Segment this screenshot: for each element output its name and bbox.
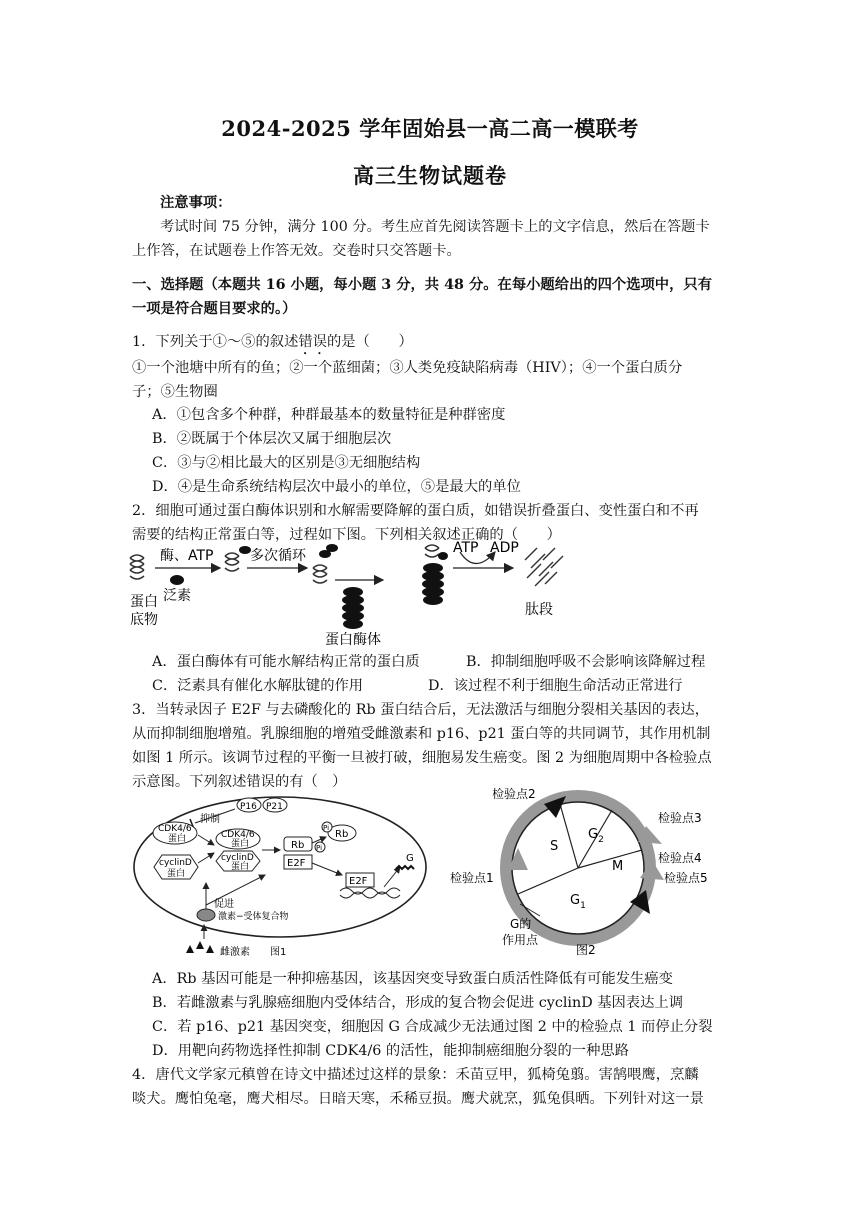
g-arrow bbox=[384, 867, 400, 887]
q1-stem-emphasis: 错误 bbox=[298, 334, 327, 350]
q3-option-b: B．若雌激素与乳腺癌细胞内受体结合，形成的复合物会促进 cyclinD 基因表达上调 bbox=[152, 995, 683, 1011]
rb-label: Rb bbox=[291, 840, 305, 851]
exam-title: 2024-2025 学年固始县一高二高一模联考 bbox=[221, 116, 639, 141]
phase-g2-label: $G_2$ bbox=[588, 827, 604, 845]
q4-stem-1: 4．唐代文学家元稹曾在诗文中描述过这样的景象：禾苗豆甲，狐椅兔翦。害鹄喂鹰，烹麟 bbox=[132, 1067, 699, 1083]
q2-option-a: A．蛋白酶体有可能水解结构正常的蛋白质 bbox=[152, 654, 420, 670]
hormone-receptor-icon bbox=[197, 909, 215, 921]
cdk-label-a: CDK4/6 bbox=[158, 824, 192, 834]
q3-option-d: D．用靶向药物选择性抑制 CDK4/6 的活性，能抑制癌细胞分裂的一种思路 bbox=[152, 1043, 629, 1059]
g-action-label-1: G的 bbox=[510, 917, 532, 931]
cycle-label: 多次循环 bbox=[250, 548, 306, 564]
pi2-label: Pi bbox=[316, 844, 323, 852]
cyc-label-a: cyclinD bbox=[159, 858, 192, 868]
q2-figure-proteasome bbox=[125, 540, 595, 650]
rb2-label: Rb bbox=[335, 829, 349, 840]
q1-items-1: ①一个池塘中所有的鱼；②一个蓝细菌；③人类免疫缺陷病毒（HIV）；④一个蛋白质分 bbox=[132, 360, 683, 376]
exam-subtitle: 高三生物试题卷 bbox=[353, 163, 507, 188]
cyc-label-b: 蛋白 bbox=[167, 869, 186, 879]
q1-stem-a: 1．下列关于①～⑤的叙述 bbox=[132, 334, 299, 350]
g-action-label-2: 作用点 bbox=[502, 933, 539, 947]
notice-line-1: 考试时间 75 分钟，满分 100 分。考生应首先阅读答题卡上的文字信息，然后在答题卡 bbox=[160, 219, 710, 235]
cdk2-label-b: 蛋白 bbox=[231, 839, 250, 849]
p16-label: P16 bbox=[240, 802, 257, 812]
figure-1-label: 图1 bbox=[270, 947, 287, 958]
q2-option-d: D．该过程不利于细胞生命活动正常进行 bbox=[428, 678, 683, 694]
q1-stem-b: 的是（ ） bbox=[326, 334, 413, 350]
proteasome-icon bbox=[342, 587, 364, 629]
q2-stem-2: 需要的结构正常蛋白等，过程如下图。下列相关叙述正确的（ ） bbox=[132, 527, 561, 543]
estrogen-label: 雌激素 bbox=[220, 947, 250, 958]
q1-items-2: 子；⑤生物圈 bbox=[132, 384, 218, 400]
degrading-complex-icon bbox=[422, 545, 448, 605]
inhibit-label: 抑制 bbox=[200, 814, 220, 825]
q2-option-b: B．抑制细胞呼吸不会影响该降解过程 bbox=[466, 654, 706, 670]
q1-option-a: A．①包含多个种群，种群最基本的数量特征是种群密度 bbox=[152, 407, 506, 423]
notice-heading: 注意事项： bbox=[160, 195, 232, 211]
q1-option-b: B．②既属于个体层次又属于细胞层次 bbox=[152, 431, 392, 447]
proteasome-label: 蛋白酶体 bbox=[325, 632, 381, 648]
e2f-label: E2F bbox=[287, 858, 306, 869]
polyubiquitin-icon bbox=[326, 544, 338, 552]
peptide-fragments-icon bbox=[525, 548, 563, 586]
cyc2-label-a: cyclinD bbox=[221, 853, 254, 863]
section-heading-2: 一项是符合题目要求的。） bbox=[132, 301, 297, 317]
combine-arrow-2 bbox=[198, 853, 214, 863]
ubiquitin-label: 泛素 bbox=[163, 588, 191, 604]
q3-stem-2: 从而抑制细胞增殖。乳腺细胞的增殖受雌激素和 p16、p21 蛋白等的共同调节，其作用机制 bbox=[132, 726, 711, 742]
q3-stem-4: 示意图。下列叙述错误的有（ ） bbox=[132, 774, 347, 790]
complex-label: 激素−受体复合物 bbox=[218, 912, 289, 922]
enzyme-atp-label: 酶、ATP bbox=[160, 548, 214, 564]
substrate-label-1: 蛋白 bbox=[130, 594, 158, 610]
q3-stem-3: 如图 1 所示。该调节过程的平衡一旦被打破，细胞易发生癌变。图 2 为细胞周期中各检验点 bbox=[132, 750, 712, 766]
pi1-label: Pi bbox=[323, 824, 330, 832]
p21-label: P21 bbox=[266, 802, 283, 812]
q1-stem bbox=[132, 330, 413, 358]
checkpoint-2-label: 检验点2 bbox=[492, 787, 536, 801]
q1-option-c: C．③与②相比最大的区别是③无细胞结构 bbox=[152, 455, 421, 471]
phase-s-label: S bbox=[550, 839, 559, 854]
q3-option-a: A．Rb 基因可能是一种抑癌基因，该基因突变导致蛋白质活性降低有可能发生癌变 bbox=[152, 971, 673, 987]
q3-figure-2 bbox=[440, 786, 740, 966]
q3-option-c: C．若 p16、p21 基因突变，细胞因 G 合成减少无法通过图 2 中的检验点 1 而停止分裂 bbox=[152, 1019, 713, 1035]
phase-g1-label: $G_1$ bbox=[570, 893, 586, 911]
atp-label: ATP bbox=[453, 540, 479, 556]
q3-figure-1 bbox=[130, 795, 435, 965]
e2f2-label: E2F bbox=[349, 876, 368, 887]
q2-option-c: C．泛素具有催化水解肽键的作用 bbox=[152, 678, 364, 694]
estrogen-icon bbox=[196, 941, 204, 949]
arrow-to-dna bbox=[312, 863, 342, 875]
substrate-protein-icon bbox=[130, 555, 144, 579]
substrate-label-2: 底物 bbox=[130, 612, 158, 628]
q4-stem-2: 啖犬。鹰怕兔毫，鹰犬相尽。日暗天寒，禾稀豆损。鹰犬就烹，狐兔俱晒。下列针对这一景 bbox=[132, 1091, 704, 1107]
adp-label: ADP bbox=[490, 540, 519, 556]
figure-2-label: 图2 bbox=[576, 943, 596, 957]
phase-m-label: M bbox=[612, 859, 624, 874]
g-label: G bbox=[406, 853, 414, 864]
checkpoint-5-label: 检验点5 bbox=[664, 871, 708, 885]
promote-label: 促进 bbox=[214, 899, 234, 910]
dna-icon bbox=[340, 892, 400, 898]
peptides-label: 肽段 bbox=[525, 602, 553, 618]
notice-line-2: 上作答，在试题卷上作答无效。交卷时只交答题卡。 bbox=[132, 243, 461, 259]
estrogen-icon bbox=[186, 945, 194, 953]
combine-arrow-1 bbox=[198, 835, 214, 845]
checkpoint-4-label: 检验点4 bbox=[658, 851, 702, 865]
q1-option-d: D．④是生命系统结构层次中最小的单位，⑤是最大的单位 bbox=[152, 479, 521, 495]
section-heading-1: 一、选择题（本题共 16 小题，每小题 3 分，共 48 分。在每小题给出的四个选项中，只有 bbox=[132, 277, 712, 293]
checkpoint-1-label: 检验点1 bbox=[450, 871, 494, 885]
q2-stem-1: 2．细胞可通过蛋白酶体识别和水解需要降解的蛋白质，如错误折叠蛋白、变性蛋白和不再 bbox=[132, 503, 699, 519]
polyubiquitin-protein-icon bbox=[313, 565, 327, 583]
tagged-protein-icon bbox=[225, 553, 239, 571]
ubiquitin-icon bbox=[170, 575, 184, 585]
dna-icon bbox=[340, 888, 400, 894]
q3-stem-1: 3．当转录因子 E2F 与去磷酸化的 Rb 蛋白结合后，无法激活与细胞分裂相关基因的表达， bbox=[132, 702, 710, 718]
estrogen-icon bbox=[206, 945, 214, 953]
checkpoint-3-label: 检验点3 bbox=[658, 811, 702, 825]
cdk2-label-a: CDK4/6 bbox=[221, 830, 255, 840]
cdk-label-b: 蛋白 bbox=[168, 834, 187, 844]
cyc2-label-b: 蛋白 bbox=[231, 862, 250, 872]
